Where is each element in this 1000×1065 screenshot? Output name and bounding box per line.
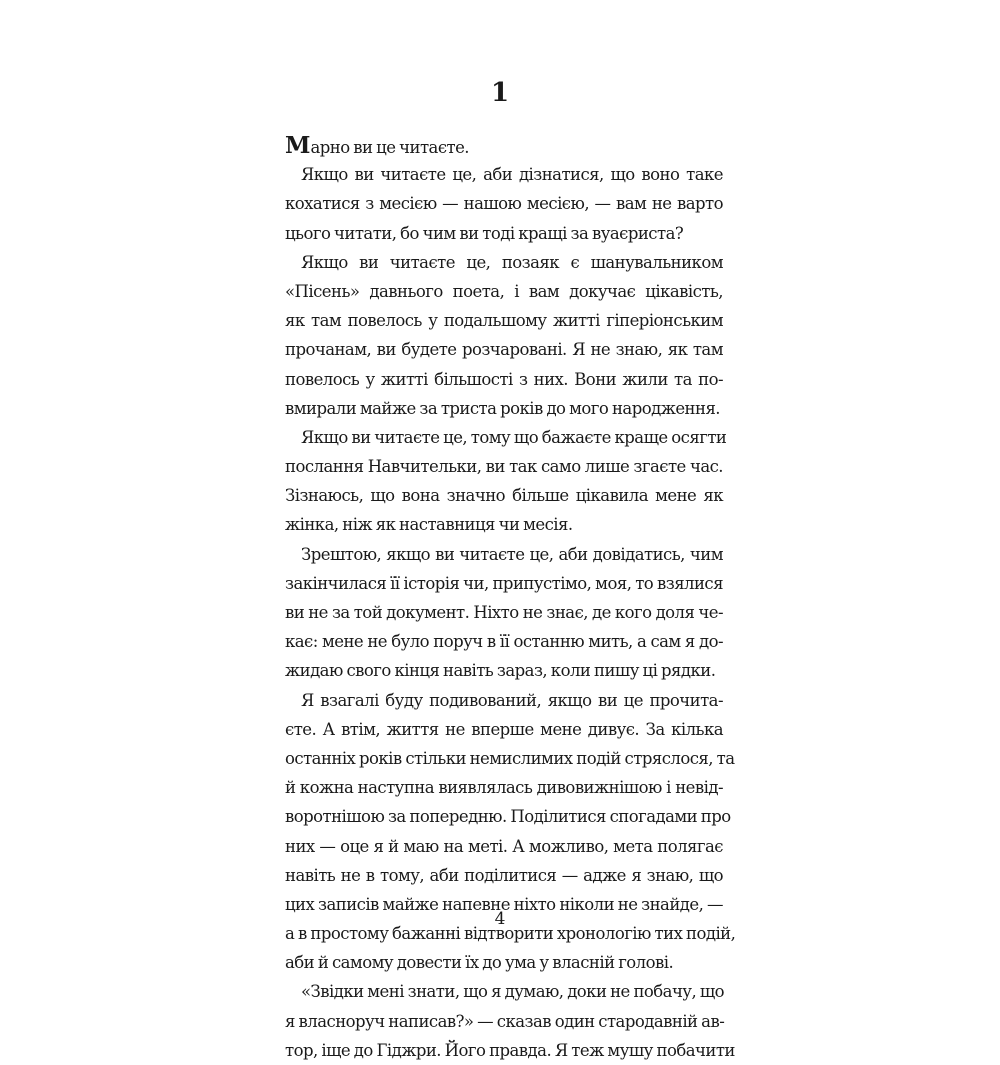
- text-line: Зрештою, якщо ви читаєте це, аби довідатись, чим: [301, 544, 723, 564]
- text-line: кає: мене не було поруч в її останню мить, а сам я до-: [285, 632, 723, 652]
- text-line: кохатися з месією — нашою месією, — вам не варто: [285, 194, 723, 214]
- text-line: закінчилася її історія чи, припустімо, моя, то взялися: [285, 573, 723, 593]
- text-line: цих записів майже напевне ніхто ніколи не знайде, —: [285, 894, 723, 914]
- drop-cap: М: [285, 132, 311, 159]
- text-line: Зізнаюсь, що вона значно більше цікавила мене як: [285, 486, 723, 506]
- text-line: «Звідки мені знати, що я думаю, доки не побачу, що: [301, 982, 725, 1002]
- text-line: послання Навчительки, ви так само лише згаєте час.: [285, 457, 723, 477]
- page-number: 4: [494, 909, 506, 929]
- text-line: жінка, ніж як наставниця чи месія.: [285, 515, 573, 535]
- text-line: них — оце я й маю на меті. А можливо, мета полягає: [285, 836, 723, 856]
- text-line: навіть не в тому, аби поділитися — адже я знаю, що: [285, 865, 723, 885]
- text-line: ви не за той документ. Ніхто не знає, де кого доля че-: [285, 603, 723, 622]
- text-line: Я взагалі буду подивований, якщо ви це прочита-: [301, 690, 723, 710]
- text-line: Якщо ви читаєте це, позаяк є шанувальником: [301, 252, 723, 272]
- text-line: останніх років стільки немислимих подій стряслося, та: [285, 748, 735, 768]
- text-line: Якщо ви читаєте це, тому що бажаєте краще осягти: [301, 427, 727, 447]
- text-line: тор, іще до Гіджри. Його правда. Я теж мушу побачити: [285, 1040, 735, 1060]
- text-line: я власноруч написав?» — сказав один стародавній ав-: [285, 1011, 725, 1031]
- text-line: [285, 131, 723, 160]
- text-line: як там повелось у подальшому житті гіперіонським: [285, 311, 723, 331]
- text-line: а в простому бажанні відтворити хронологію тих подій,: [285, 924, 736, 944]
- text-line: воротнішою за попередню. Поділитися спогадами про: [285, 807, 731, 827]
- text-line-content: арно ви це читаєте.: [310, 138, 469, 157]
- text-line: вмирали майже за триста років до мого народження.: [285, 398, 721, 418]
- text-line: аби й самому довести їх до ума у власній голові.: [285, 953, 674, 973]
- text-line: жидаю свого кінця навіть зараз, коли пишу ці рядки.: [285, 661, 716, 681]
- text-line: прочанам, ви будете розчаровані. Я не знаю, як там: [285, 340, 723, 360]
- text-line: «Пісень» давнього поета, і вам докучає цікавість,: [285, 281, 723, 301]
- chapter-number: 1: [490, 78, 510, 108]
- text-line: й кожна наступна виявлялась дивовижнішою і невід-: [285, 778, 723, 798]
- text-line: єте. А втім, життя не вперше мене дивує. За кілька: [285, 719, 723, 739]
- text-line: повелось у житті більшості з них. Вони жили та по-: [285, 369, 723, 389]
- text-line: цього читати, бо чим ви тоді кращі за вуаєриста?: [285, 223, 684, 243]
- text-line: Якщо ви читаєте це, аби дізнатися, що воно таке: [301, 165, 723, 185]
